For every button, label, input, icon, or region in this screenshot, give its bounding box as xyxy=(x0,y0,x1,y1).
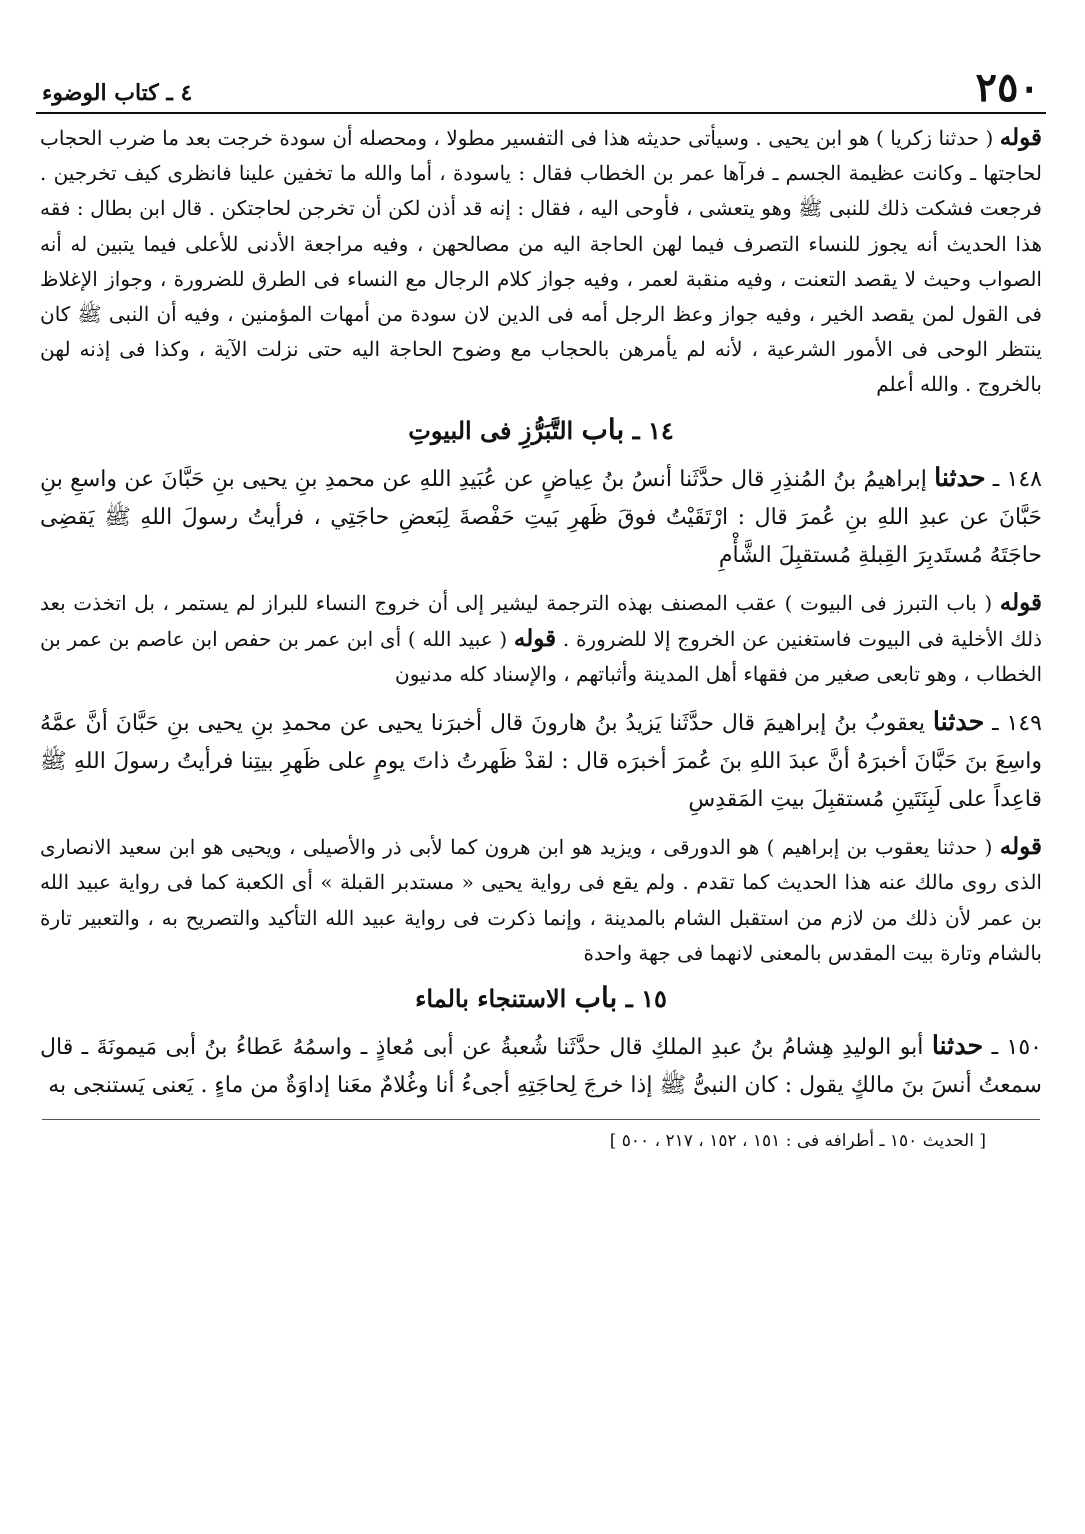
commentary-paragraph-3 xyxy=(36,829,1046,971)
hadith-lead: حدثنا xyxy=(932,706,985,737)
chapter-dash: ـ xyxy=(632,415,640,445)
chapter-heading-14 xyxy=(36,407,1046,454)
commentary-text-second: ( عبيد الله ) أى ابن عمر بن حفص ابن عاصم بن عمر بن الخطاب ، وهو تابعى صغير من فقهاء أهل المدينة وأثباتهم ، والإسناد كله مدنيون xyxy=(40,626,1042,687)
chapter-number: ١٤ xyxy=(647,415,674,445)
hadith-lead: حدثنا xyxy=(934,461,986,492)
commentary-lead: قوله xyxy=(999,588,1043,616)
hadith-150 xyxy=(36,1026,1046,1105)
hadith-dash: ـ xyxy=(991,1035,999,1061)
chapter-title: الاستنجاء بالماء xyxy=(415,984,567,1014)
commentary-text: ( حدثنا يعقوب بن إبراهيم ) هو الدورقى ، ويزيد هو ابن هرون كما لأبى ذر والأصيلى ، ويحيى هو ابن سعيد الانصارى الذى روى مالك عنه هذا الحديث كما تقدم . ولم يقع فى رواية يحيى « مستدبر القبلة » أى الكعبة كما فى رواية عبيد الله بن عمر لأن ذلك من لازم من استقبل الشام بالمدينة ، وإنما ذكرت فى رواية عبيد الله التأكيد والتصريح به ، والتعبير تارة بالشام وتارة بيت المقدس بالمعنى لانهما فى جهة واحدة xyxy=(40,835,1042,965)
commentary-lead-second: قوله xyxy=(513,624,557,652)
hadith-lead: حدثنا xyxy=(931,1030,984,1061)
commentary-paragraph-2 xyxy=(36,585,1046,693)
footnote: [ الحديث ١٥٠ ـ أطرافه فى : ١٥١ ، ١٥٢ ، ٢١٧ ، ٥٠٠ ] xyxy=(609,1131,986,1152)
running-title: ٤ ـ كتاب الوضوء xyxy=(42,80,193,106)
chapter-heading-15 xyxy=(36,975,1046,1022)
hadith-text: إبراهيمُ بنُ المُنذِرِ قال حدَّثَنا أنسُ بنُ عِياضٍ عن عُبَيدِ اللهِ عن محمدِ بنِ يحيى بنِ حَبَّانَ عن واسعِ بنِ حَبَّانَ عن عبدِ اللهِ بنِ عُمرَ قال : ارْتَقَيْتُ فوقَ ظَهرِ بَيتِ حَفْصةَ لِبَعضِ حاجَتِي ، فرأيتُ رسولَ اللهِ ﷺ يَقضِى حاجَتَهُ مُستَدبِرَ القِبلةِ مُستقبِلَ الشَّأْمِ xyxy=(40,466,1042,568)
page-number: ٢٥٠ xyxy=(975,64,1040,111)
hadith-148 xyxy=(36,458,1046,575)
chapter-bab-word: باب xyxy=(574,981,618,1015)
book-page xyxy=(36,50,1046,1156)
chapter-dash: ـ xyxy=(625,984,633,1014)
commentary-paragraph-1 xyxy=(36,120,1046,403)
commentary-lead: قوله xyxy=(999,833,1042,861)
commentary-lead: قوله xyxy=(999,124,1042,151)
hadith-dash: ـ xyxy=(992,466,1000,492)
chapter-bab-word: باب xyxy=(581,412,625,446)
hadith-text: أبو الوليدِ هِشامُ بنُ عبدِ الملكِ قال حدَّثَنا شُعبةُ عن أبى مُعاذٍ ـ واسمُهُ عَطاءُ بنُ أبى مَيمونَةَ ـ قال سمعتُ أنسَ بنَ مالكٍ يقول : كان النبىُّ ﷺ إذا خرجَ لِحاجَتِهِ أجىءُ أنا وغُلامٌ معَنا إداوَةٌ من ماءٍ . يَعنى يَستنجى به xyxy=(40,1035,1042,1099)
hadith-149 xyxy=(36,702,1046,819)
hadith-number: ١٤٩ xyxy=(1006,711,1042,737)
hadith-text: يعقوبُ بنُ إبراهيمَ قال حدَّثَنا يَزيدُ بنُ هارونَ قال أخبرَنا يحيى عن محمدِ بنِ يحيى بنِ حَبَّانَ أنَّ عمَّهُ واسِعَ بنَ حَبَّانَ أخبرَهُ أنَّ عبدَ اللهِ بنَ عُمرَ أخبرَه قال : لقدْ ظَهرتُ ذاتَ يومٍ على ظَهرِ بيتِنا فرأيتُ رسولَ اللهِ ﷺ قاعِداً على لَبِنَتَينِ مُستقبِلَ بيتِ المَقدِسِ xyxy=(40,711,1042,813)
chapter-number: ١٥ xyxy=(641,984,667,1014)
hadith-number: ١٤٨ xyxy=(1006,466,1042,492)
commentary-text: ( حدثنا زكريا ) هو ابن يحيى . وسيأتى حديثه هذا فى التفسير مطولا ، ومحصله أن سودة خرجت بعد ما ضرب الحجاب لحاجتها ـ وكانت عظيمة الجسم ـ فرآها عمر بن الخطاب فقال : ياسودة ، أما والله ما تخفين علينا فانظرى كيف تخرجين . فرجعت فشكت ذلك للنبى ﷺ وهو يتعشى ، فأوحى اليه ، فقال : إنه قد أذن لكن أن تخرجن لحاجتكن . قال ابن بطال : فقه هذا الحديث أنه يجوز للنساء التصرف فيما لهن الحاجة اليه من مصالحهن ، وفيه مراجعة الأدنى للأعلى فيما يتبين له أنه الصواب وحيث لا يقصد التعنت ، وفيه منقبة لعمر ، وفيه جواز كلام الرجال مع النساء فى الطرق للضرورة ، وجواز الإغلاظ فى القول لمن يقصد الخير ، وفيه جواز وعظ الرجل أمه فى الدين لان سودة من أمهات المؤمنين ، وفيه أن النبى ﷺ كان ينتظر الوحى فى الأمور الشرعية ، لأنه لم يأمرهن بالحجاب مع وضوح الحاجة اليه حتى نزلت الآية ، وكذا فى إذنه لهن بالخروج . والله أعلم xyxy=(40,126,1042,397)
page-header xyxy=(36,50,1046,114)
chapter-title: التَّبَرُّزِ فى البيوتِ xyxy=(408,415,574,445)
hadith-number: ١٥٠ xyxy=(1006,1035,1042,1061)
hadith-dash: ـ xyxy=(992,711,999,737)
commentary-text: ( باب التبرز فى البيوت ) عقب المصنف بهذه الترجمة ليشير إلى أن خروج النساء للبراز لم يستمر ، بل اتخذت بعد ذلك الأخلية فى البيوت فاستغنين عن الخروج إلا للضرورة . xyxy=(40,590,1043,651)
